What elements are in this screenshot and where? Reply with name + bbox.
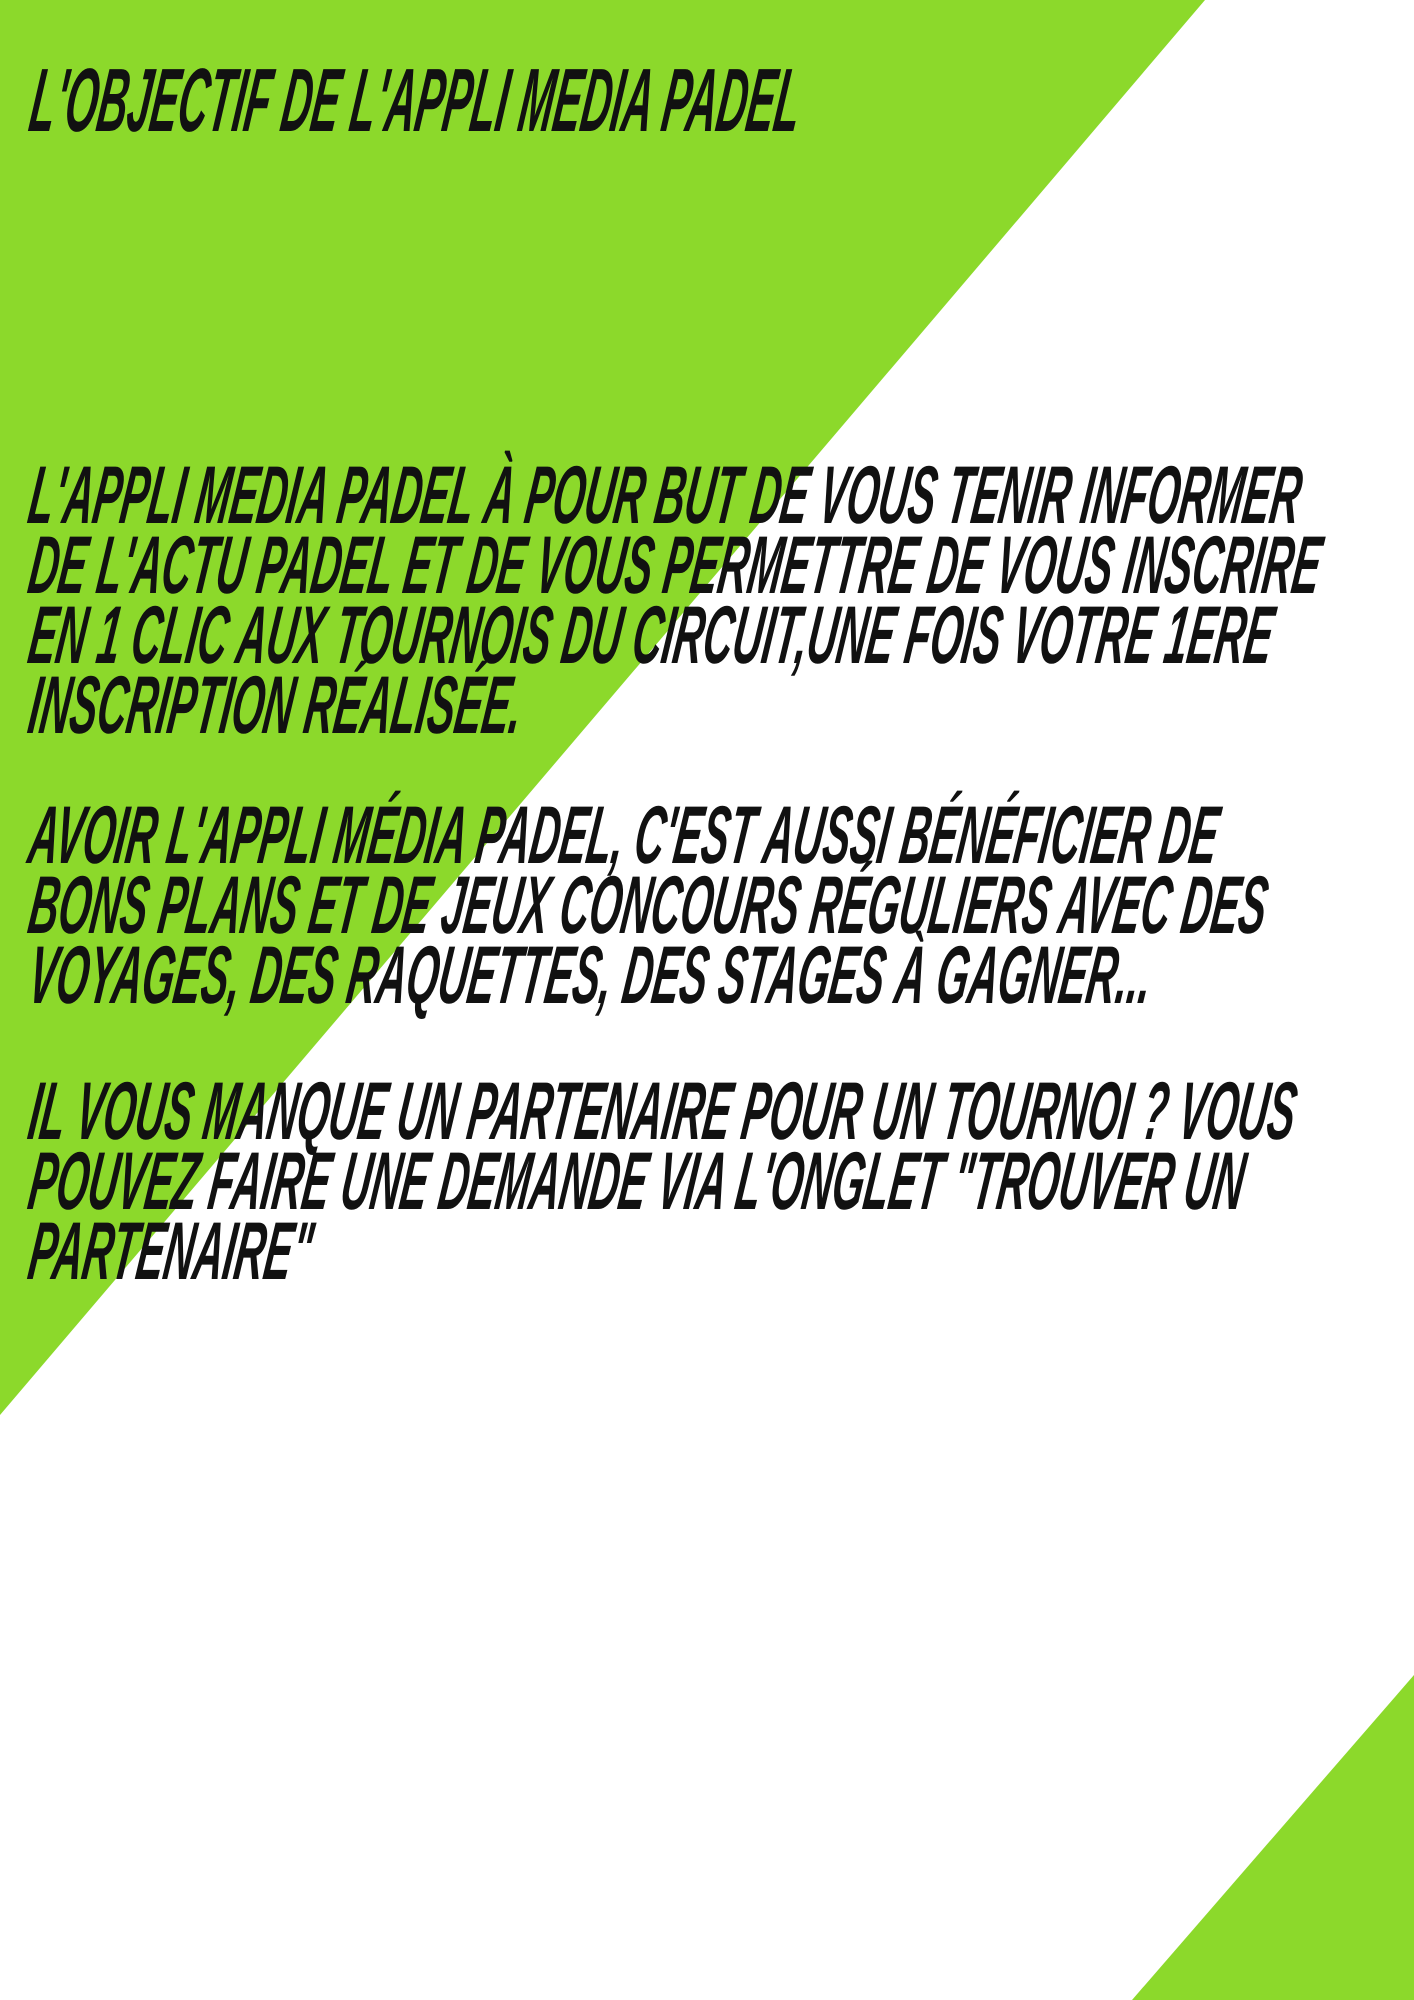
- paragraph-line: INSCRIPTION RÉALISÉE.: [23, 660, 529, 751]
- paragraph-find-partner: [23, 1066, 1414, 1297]
- paragraph-line: IL VOUS MANQUE UN PARTENAIRE POUR UN TOURNOI ? VOUS: [23, 1066, 1303, 1157]
- paragraph-line: L'APPLI MEDIA PADEL À POUR BUT DE VOUS TENIR INFORMER: [23, 450, 1308, 541]
- paragraph-line: POUVEZ FAIRE UNE DEMANDE VIA L'ONGLET "TROUVER UN: [23, 1136, 1251, 1227]
- green-corner-bottom-right-shape: [1132, 1675, 1414, 2000]
- paragraph-benefits: [23, 790, 1414, 1021]
- paragraph-line: EN 1 CLIC AUX TOURNOIS DU CIRCUIT,UNE FOIS VOTRE 1ERE: [23, 590, 1280, 681]
- paragraph-app-purpose: [23, 450, 1414, 751]
- page-title-text: L'OBJECTIF DE L'APPLI MEDIA PADEL: [24, 51, 808, 151]
- paragraph-line: PARTENAIRE": [23, 1206, 319, 1297]
- paragraph-line: BONS PLANS ET DE JEUX CONCOURS RÉGULIERS AVEC DES: [23, 860, 1274, 951]
- paragraph-line: VOYAGES, DES RAQUETTES, DES STAGES À GAGNER...: [23, 930, 1158, 1021]
- paragraph-line: DE L'ACTU PADEL ET DE VOUS PERMETTRE DE VOUS INSCRIRE: [23, 520, 1328, 611]
- page-title: [24, 51, 1414, 151]
- paragraph-line: AVOIR L'APPLI MÉDIA PADEL, C'EST AUSSI BÉNÉFICIER DE: [23, 790, 1225, 881]
